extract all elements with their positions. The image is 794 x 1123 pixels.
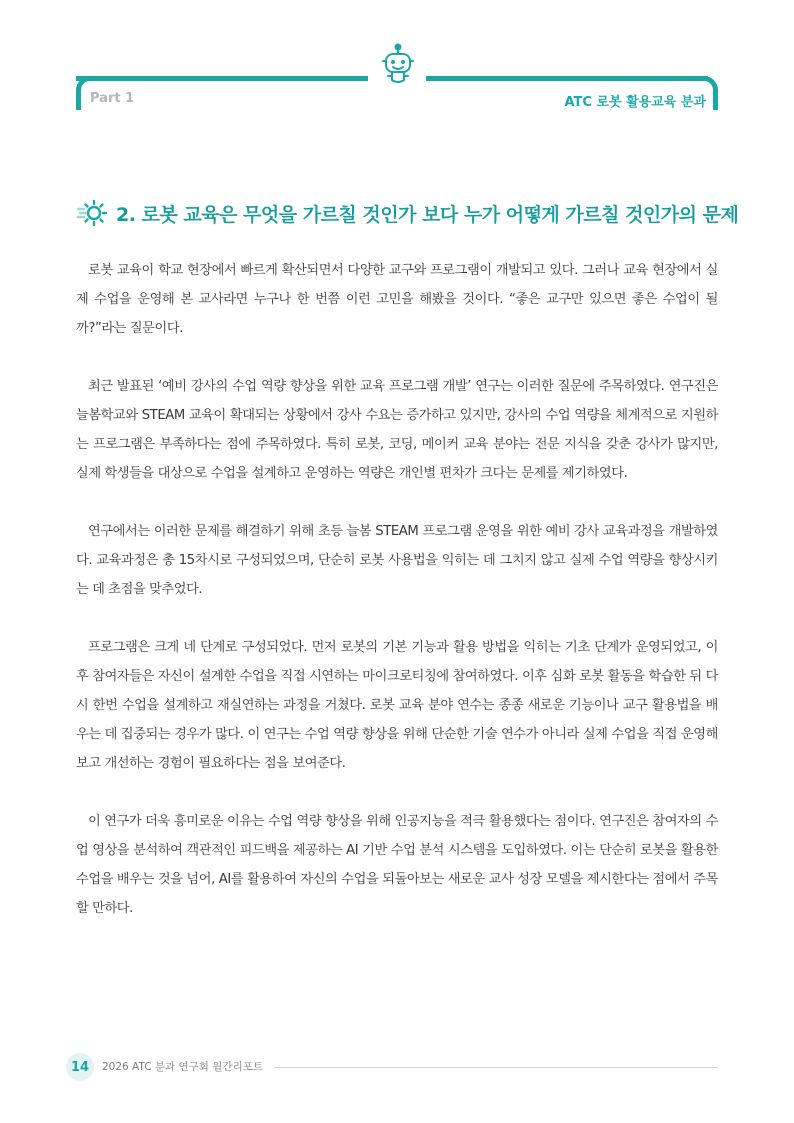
paragraph: 이 연구가 더욱 흥미로운 이유는 수업 역량 향상을 위해 인공지능을 적극 활용했다는 점이다. 연구진은 참여자의 수업 영상을 분석하여 객관적인 피드백을 제공하는 AI 기반 수업 분석 시스템을 도입하였다. 이는 단순히 로봇을 활용한 수업을 배우는 것을 넘어, AI를 활용하여 자신의 수업을 되돌아보는 새로운 교사 성장 모델을 제시한다는 점에서 주목할 만하다. [76, 814, 718, 916]
page-number: 14 [66, 1053, 94, 1081]
footer-rule [274, 1067, 718, 1068]
heading-title: 2. 로봇 교육은 무엇을 가르칠 것인가 보다 누가 어떻게 가르칠 것인가의 문제 [116, 203, 739, 226]
robot-icon [378, 42, 418, 88]
article-body [76, 256, 718, 952]
paragraph: 프로그램은 크게 네 단계로 구성되었다. 먼저 로봇의 기본 기능과 활용 방법을 익히는 기초 단계가 운영되었고, 이후 참여자들은 자신이 설계한 수업을 직접 시연하는 마이크로티칭에 참여하였다. 이후 심화 로봇 활동을 학습한 뒤 다시 한번 수업을 설계하고 재실연하는 과정을 거쳤다. 로봇 교육 분야 연수는 종종 새로운 기능이나 교구 활용법을 배우는 데 집중되는 경우가 많다. 이 연구는 수업 역량 향상을 위해 단순한 기술 연수가 아니라 실제 수업을 직접 운영해 보고 개선하는 경험이 필요하다는 점을 보여준다. [76, 640, 718, 771]
gear-icon [76, 196, 110, 230]
header-left-rule [76, 76, 368, 81]
section-label: ATC 로봇 활용교육 분과 [564, 95, 706, 110]
publication-title: 2026 ATC 분과 연구회 월간리포트 [102, 1061, 263, 1073]
section-heading [76, 196, 738, 230]
header-right-rule [426, 76, 708, 81]
paragraph: 로봇 교육이 학교 현장에서 빠르게 확산되면서 다양한 교구와 프로그램이 개발되고 있다. 그러나 교육 현장에서 실제 수업을 운영해 본 교사라면 누구나 한 번쯤 이런 고민을 해봤을 것이다. “좋은 교구만 있으면 좋은 수업이 될까?”라는 질문이다. [76, 263, 718, 336]
part-label: Part 1 [90, 91, 135, 106]
paragraph: 연구에서는 이러한 문제를 해결하기 위해 초등 늘봄 STEAM 프로그램 운영을 위한 예비 강사 교육과정을 개발하였다. 교육과정은 총 15차시로 구성되었으며, 단순히 로봇 사용법을 익히는 데 그치지 않고 실제 수업 역량을 향상시키는 데 초점을 맞추었다. [76, 524, 718, 597]
paragraph: 최근 발표된 ‘예비 강사의 수업 역량 향상을 위한 교육 프로그램 개발’ 연구는 이러한 질문에 주목하였다. 연구진은 늘봄학교와 STEAM 교육이 확대되는 상황에서 강사 수요는 증가하고 있지만, 강사의 수업 역량을 체계적으로 지원하는 프로그램은 부족하다는 점에 주목하였다. 특히 로봇, 코딩, 메이커 교육 분야는 전문 지식을 갖춘 강사가 많지만, 실제 학생들을 대상으로 수업을 설계하고 운영하는 역량은 개인별 편차가 크다는 문제를 제기하였다. [76, 379, 718, 481]
